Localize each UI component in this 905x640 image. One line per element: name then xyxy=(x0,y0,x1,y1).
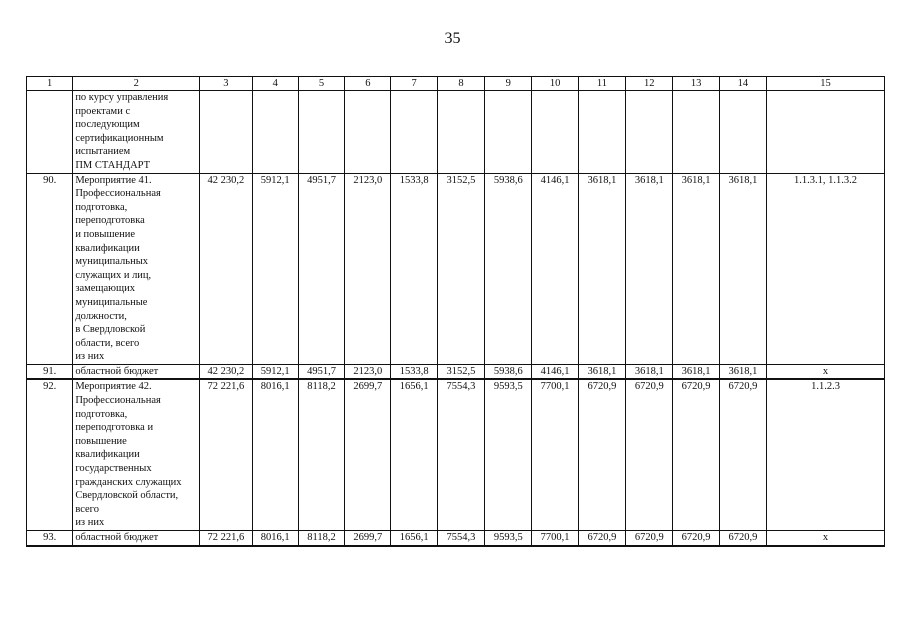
cell-value: 5938,6 xyxy=(485,364,532,379)
row-number: 91. xyxy=(27,364,73,379)
cell-value xyxy=(532,91,578,174)
row-description: областной бюджет xyxy=(73,364,200,379)
row-description: по курсу управления проектами с последующим сертификационным испытанием ПМ СТАНДАРТ xyxy=(73,91,200,174)
row-reference xyxy=(767,91,885,174)
table-row xyxy=(27,531,885,546)
col-header-11: 11 xyxy=(578,77,625,91)
budget-table xyxy=(26,76,885,547)
row-number: 90. xyxy=(27,173,73,364)
cell-value: 6720,9 xyxy=(626,379,673,530)
col-header-14: 14 xyxy=(719,77,766,91)
row-number xyxy=(27,91,73,174)
cell-value: 3618,1 xyxy=(578,173,625,364)
cell-value xyxy=(485,91,532,174)
cell-value: 72 221,6 xyxy=(200,531,252,546)
cell-value: 3152,5 xyxy=(437,173,484,364)
cell-value: 5938,6 xyxy=(485,173,532,364)
cell-value: 4146,1 xyxy=(532,173,578,364)
cell-value: 7554,3 xyxy=(437,379,484,530)
row-reference: 1.1.3.1, 1.1.3.2 xyxy=(767,173,885,364)
cell-value: 4951,7 xyxy=(298,364,344,379)
cell-value: 7700,1 xyxy=(532,379,578,530)
table-row xyxy=(27,364,885,379)
cell-value: 6720,9 xyxy=(719,531,766,546)
cell-value: 6720,9 xyxy=(673,531,719,546)
cell-value: 8016,1 xyxy=(252,531,298,546)
cell-value: 72 221,6 xyxy=(200,379,252,530)
col-header-10: 10 xyxy=(532,77,578,91)
col-header-8: 8 xyxy=(437,77,484,91)
row-reference: х xyxy=(767,531,885,546)
cell-value: 9593,5 xyxy=(485,379,532,530)
col-header-15: 15 xyxy=(767,77,885,91)
col-header-1: 1 xyxy=(27,77,73,91)
header-row xyxy=(27,77,885,91)
cell-value: 7700,1 xyxy=(532,531,578,546)
col-header-4: 4 xyxy=(252,77,298,91)
table-row xyxy=(27,91,885,174)
cell-value: 6720,9 xyxy=(626,531,673,546)
cell-value xyxy=(252,91,298,174)
cell-value: 1533,8 xyxy=(391,173,437,364)
cell-value: 9593,5 xyxy=(485,531,532,546)
cell-value: 6720,9 xyxy=(578,379,625,530)
col-header-13: 13 xyxy=(673,77,719,91)
row-description: областной бюджет xyxy=(73,531,200,546)
col-header-7: 7 xyxy=(391,77,437,91)
table-row xyxy=(27,379,885,530)
cell-value: 6720,9 xyxy=(673,379,719,530)
cell-value: 2123,0 xyxy=(345,364,391,379)
cell-value: 1656,1 xyxy=(391,531,437,546)
cell-value xyxy=(673,91,719,174)
cell-value: 6720,9 xyxy=(719,379,766,530)
cell-value: 1656,1 xyxy=(391,379,437,530)
col-header-9: 9 xyxy=(485,77,532,91)
table-row xyxy=(27,173,885,364)
cell-value: 1533,8 xyxy=(391,364,437,379)
cell-value: 3618,1 xyxy=(719,173,766,364)
cell-value: 6720,9 xyxy=(578,531,625,546)
cell-value xyxy=(626,91,673,174)
cell-value: 42 230,2 xyxy=(200,364,252,379)
cell-value: 7554,3 xyxy=(437,531,484,546)
cell-value: 3618,1 xyxy=(719,364,766,379)
col-header-2: 2 xyxy=(73,77,200,91)
cell-value xyxy=(719,91,766,174)
col-header-6: 6 xyxy=(345,77,391,91)
cell-value: 8118,2 xyxy=(298,379,344,530)
cell-value: 8016,1 xyxy=(252,379,298,530)
row-description: Мероприятие 42. Профессиональная подготовка, переподготовка и повышение квалификации государственных гражданских служащих Свердловской области, всего из них xyxy=(73,379,200,530)
cell-value: 3152,5 xyxy=(437,364,484,379)
cell-value: 3618,1 xyxy=(673,364,719,379)
row-number: 93. xyxy=(27,531,73,546)
row-number: 92. xyxy=(27,379,73,530)
cell-value: 2699,7 xyxy=(345,531,391,546)
cell-value: 5912,1 xyxy=(252,173,298,364)
cell-value xyxy=(437,91,484,174)
cell-value: 3618,1 xyxy=(626,364,673,379)
cell-value: 3618,1 xyxy=(578,364,625,379)
row-reference: 1.1.2.3 xyxy=(767,379,885,530)
cell-value xyxy=(298,91,344,174)
cell-value xyxy=(391,91,437,174)
cell-value: 4146,1 xyxy=(532,364,578,379)
cell-value: 2699,7 xyxy=(345,379,391,530)
cell-value: 4951,7 xyxy=(298,173,344,364)
cell-value xyxy=(200,91,252,174)
cell-value: 2123,0 xyxy=(345,173,391,364)
row-description: Мероприятие 41. Профессиональная подготовка, переподготовка и повышение квалификации муниципальных служащих и лиц, замещающих муниципальные должности, в Свердловской области, всего из них xyxy=(73,173,200,364)
cell-value: 5912,1 xyxy=(252,364,298,379)
col-header-5: 5 xyxy=(298,77,344,91)
col-header-3: 3 xyxy=(200,77,252,91)
cell-value: 3618,1 xyxy=(626,173,673,364)
cell-value: 42 230,2 xyxy=(200,173,252,364)
cell-value xyxy=(345,91,391,174)
cell-value: 8118,2 xyxy=(298,531,344,546)
page-number: 35 xyxy=(444,30,461,47)
row-reference: х xyxy=(767,364,885,379)
cell-value xyxy=(578,91,625,174)
col-header-12: 12 xyxy=(626,77,673,91)
cell-value: 3618,1 xyxy=(673,173,719,364)
